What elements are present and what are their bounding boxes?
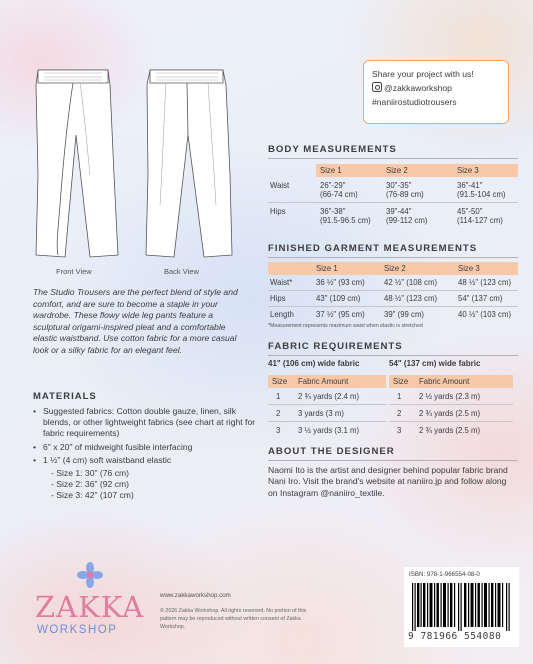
elastic-size-3: - Size 3: 42" (107 cm)	[51, 490, 134, 501]
materials-item: • Suggested fabrics: Cotton double gauze, linen, silk blends, or other lightweight fabrics (see chart at right for fabric requirements)	[33, 406, 258, 440]
table-row	[389, 388, 513, 405]
materials-list	[33, 406, 258, 502]
table-row	[268, 177, 518, 203]
cell: 43" (109 cm)	[312, 291, 380, 307]
fabric-right-heading: 54" (137 cm) wide fabric	[389, 359, 481, 368]
footer-url: www.zakkaworkshop.com	[160, 592, 231, 599]
table-row	[268, 291, 518, 307]
cell: 36"-38"	[320, 207, 346, 216]
materials-title: MATERIALS	[33, 391, 97, 402]
row-label: Hips	[268, 291, 312, 307]
table-row	[268, 405, 386, 422]
back-view-label: Back View	[164, 267, 199, 276]
elastic-size-2: - Size 2: 36" (92 cm)	[51, 479, 130, 490]
col-header: Size 2	[380, 262, 454, 275]
cell: (66-74 cm)	[320, 190, 358, 199]
cell: (91.5-96.5 cm)	[320, 216, 371, 225]
materials-item: • 6" x 20" of midweight fusible interfacing	[33, 442, 258, 453]
measurement-note: *Measurement represents maximum waist when elastic is stretched	[268, 323, 423, 329]
isbn-label: ISBN: 978-1-966554-08-0	[409, 571, 480, 578]
cell: 2	[268, 405, 294, 422]
logo-text-zakka: ZAKKA	[35, 590, 145, 624]
fabric-left-heading: 41" (106 cm) wide fabric	[268, 359, 360, 368]
section-divider	[268, 355, 518, 356]
elastic-size-1: - Size 1: 30" (76 cm)	[51, 468, 130, 479]
barcode-icon	[410, 583, 514, 631]
fabric-requirements-title: FABRIC REQUIREMENTS	[268, 341, 403, 352]
designer-text: Naomi Ito is the artist and designer behind popular fabric brand Nani Iro. Visit the brand's website at naniiro.jp and follow along on Instagram @naniiro_textile.	[268, 465, 508, 498]
flower-icon	[77, 562, 103, 588]
table-row	[389, 405, 513, 422]
back-view-trousers	[146, 70, 232, 257]
cell: 2	[389, 405, 415, 422]
finished-measurements-table	[268, 262, 518, 322]
col-header: Size 1	[312, 262, 380, 275]
cell: 3	[276, 426, 281, 435]
isbn-barcode-box	[404, 567, 519, 647]
table-row	[268, 388, 386, 405]
cell: 3 yards (3 m)	[294, 405, 386, 422]
col-header: Fabric Amount	[415, 375, 513, 388]
cell: 2 ¾ yards (2.4 m)	[294, 388, 386, 405]
trousers-illustration	[18, 55, 243, 280]
col-header: Size 1	[316, 164, 382, 177]
table-row	[389, 422, 513, 439]
garment-drawings	[18, 55, 243, 280]
section-divider	[268, 158, 518, 159]
front-view-label: Front View	[56, 267, 92, 276]
row-label: Length	[270, 310, 294, 319]
table-row	[268, 275, 518, 291]
cell: (76-89 cm)	[386, 190, 424, 199]
col-header: Fabric Amount	[294, 375, 386, 388]
fabric-right-table	[389, 375, 513, 438]
barcode-digits: 9 781966 554080	[408, 631, 502, 642]
col-header: Size	[268, 375, 294, 388]
zakka-workshop-logo	[33, 562, 143, 647]
cell: 26"-29"	[320, 181, 346, 190]
share-handle: @zakkaworkshop	[384, 83, 452, 93]
cell: 1	[389, 388, 415, 405]
cell: 2 ¾ yards (2.5 m)	[415, 405, 513, 422]
row-label: Waist*	[268, 275, 312, 291]
instagram-icon	[372, 82, 382, 92]
share-handle-row	[372, 81, 508, 95]
designer-title: ABOUT THE DESIGNER	[268, 446, 395, 457]
row-label: Waist	[268, 177, 316, 203]
cell: 39" (99 cm)	[384, 310, 425, 319]
logo-text-workshop: WORKSHOP	[37, 624, 118, 636]
cell: 40 ½" (103 cm)	[458, 310, 512, 319]
cell: 2 ½ yards (2.3 m)	[415, 388, 513, 405]
cell: 39"-44"	[386, 207, 412, 216]
col-header: Size 2	[382, 164, 453, 177]
cell: (91.5-104 cm)	[457, 190, 506, 199]
cell: 3	[397, 426, 402, 435]
cell: 2 ¾ yards (2.5 m)	[419, 426, 481, 435]
materials-item: • 1 ½" (4 cm) soft waistband elastic	[33, 455, 258, 466]
table-row	[268, 307, 518, 323]
share-heading: Share your project with us!	[372, 69, 474, 79]
fabric-left-table	[268, 375, 386, 438]
cell: 54" (137 cm)	[454, 291, 518, 307]
cell: 1	[268, 388, 294, 405]
cell: 37 ½" (95 cm)	[316, 310, 365, 319]
section-divider	[268, 460, 518, 461]
table-row	[268, 203, 518, 229]
body-measurements-table	[268, 164, 518, 228]
row-label: Hips	[270, 207, 286, 216]
cell: 30"-35"	[386, 181, 412, 190]
cell: 45"-50"	[457, 207, 483, 216]
col-header: Size 3	[454, 262, 518, 275]
cell: 48 ½" (123 cm)	[454, 275, 518, 291]
share-box	[363, 60, 509, 124]
table-row	[268, 422, 386, 439]
cell: 42 ½" (108 cm)	[380, 275, 454, 291]
footer-legal: © 2026 Zakka Workshop. All rights reserved. No portion of this pattern may be reproduced without written consent of Zakka Workshop.	[160, 608, 307, 630]
cell: 3 ½ yards (3.1 m)	[298, 426, 360, 435]
section-divider	[268, 257, 518, 258]
front-view-trousers	[36, 70, 118, 257]
cell: 36"-41"	[457, 181, 483, 190]
cell: 36 ½" (93 cm)	[312, 275, 380, 291]
pattern-description: The Studio Trousers are the perfect blend of style and comfort, and are sure to become a staple in your wardrobe. These flowy wide leg pants feature a sculptural origami-inspired pleat and a comfortable elastic waistband. Use cotton fabric for a more casual look or a silky fabric for an elegant feel.	[33, 287, 238, 355]
col-header: Size	[389, 375, 415, 388]
cell: (114-127 cm)	[457, 216, 503, 225]
col-header: Size 3	[453, 164, 518, 177]
finished-measurements-title: FINISHED GARMENT MEASUREMENTS	[268, 243, 478, 254]
cell: (99-112 cm)	[386, 216, 428, 225]
body-measurements-title: BODY MEASUREMENTS	[268, 144, 397, 155]
cell: 48 ½" (123 cm)	[380, 291, 454, 307]
share-hashtag: #naniirostudiotrousers	[372, 97, 457, 107]
